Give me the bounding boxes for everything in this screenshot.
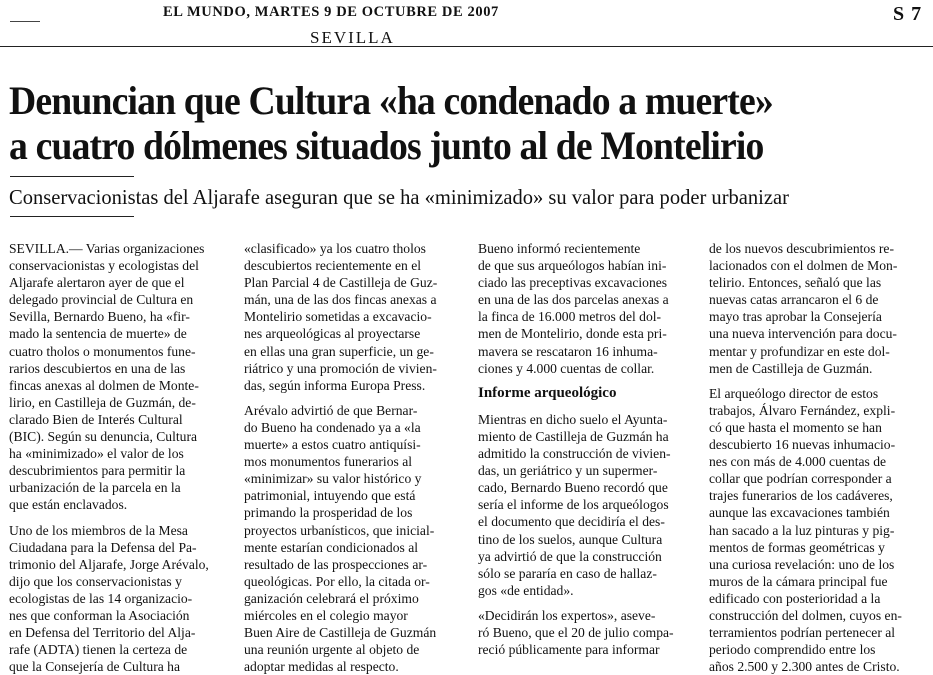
article-line: nuevas catas arrancaron el 6 de (709, 292, 879, 308)
subheadline: Conservacionistas del Aljarafe aseguran que se ha «minimizado» su valor para poder urbanizar (9, 185, 789, 209)
article-line: proyectos urbanísticos, que inicial- (244, 522, 435, 538)
article-line: descubrimientos para permitir la (9, 463, 186, 479)
masthead-dateline: EL MUNDO, MARTES 9 DE OCTUBRE DE 2007 (163, 4, 499, 20)
article-line: ecologistas de las 14 organizacio- (9, 590, 193, 606)
article-line: «clasificado» ya los cuatro tholos (244, 241, 426, 256)
article-line: Montelirio sometidas a excavacio- (244, 309, 432, 325)
article-line: telirio. Entonces, señaló que las (709, 275, 882, 291)
article-line: urbanización de la parcela en la (9, 480, 181, 496)
article-line: mos monumentos funerarios al (244, 454, 413, 470)
article-line: aunque las excavaciones también (709, 505, 890, 521)
article-line: mentar y profundizar en este dol- (709, 343, 890, 359)
article-line: reció públicamente para informar (478, 642, 660, 658)
article-line: Bueno informó recientemente (478, 241, 641, 256)
article-line: delegado provincial de Cultura en (9, 292, 194, 308)
article-line: Aljarafe alertaron ayer de que el (9, 275, 185, 291)
article-line: ró Bueno, que el 20 de julio compa- (478, 624, 674, 640)
section-heading: Informe arqueológico (478, 384, 617, 401)
article-column-2 (244, 240, 437, 675)
article-line: construcción del dolmen, cuyos en- (709, 607, 902, 623)
article-line: queológicas. Por ello, la citada or- (244, 573, 430, 589)
article-line: edificado con posterioridad a la (709, 590, 881, 606)
article-line: admitido la construcción de vivien- (478, 446, 671, 462)
article-line: cado, Bernardo Bueno recordó que (478, 480, 668, 496)
article-line: conservacionistas y ecologistas del (9, 258, 199, 274)
subhead-rule-bottom (10, 216, 134, 217)
article-line: que están enclavados. (9, 497, 128, 513)
article-line: primando la prosperidad de los (244, 505, 413, 521)
article-line: men de Montelirio, donde esta pri- (478, 326, 667, 342)
article-line: Sevilla, Bernardo Bueno, ha «fir- (9, 309, 190, 325)
article-line: lirio, en Castilleja de Guzmán, de- (9, 394, 196, 410)
article-line: (BIC). Según su denuncia, Cultura (9, 429, 198, 445)
article-line: de que sus arqueólogos habían ini- (478, 258, 667, 274)
article-line: mavera se rescataron 16 inhuma- (478, 343, 658, 359)
article-line: El arqueólogo director de estos (709, 385, 879, 401)
article-line: collar que podrían corresponder a (709, 471, 892, 487)
article-line: trimonio del Aljarafe, Jorge Arévalo, (9, 556, 209, 572)
article-line: mado la sentencia de muerte» de (9, 326, 187, 342)
article-line: Plan Parcial 4 de Castilleja de Guz- (244, 275, 438, 291)
article-line: trajes funerarios de los cadáveres, (709, 488, 893, 504)
article-line: mán, una de las dos fincas anexas a (244, 292, 437, 308)
article-line: miento de Castilleja de Guzmán ha (478, 428, 669, 444)
article-line: có que hasta el momento se han (709, 419, 882, 435)
paragraph-gap (709, 377, 902, 385)
paragraph-gap (478, 599, 674, 607)
article-line: «Decidirán los expertos», asevе- (478, 607, 656, 623)
article-line: Buen Aire de Castilleja de Guzmán (244, 625, 437, 641)
masthead-rule-dash (10, 21, 40, 22)
article-line: una curiosa revelación: uno de los (709, 556, 895, 572)
subhead-rule-top (10, 176, 134, 177)
article-line: Mientras en dicho suelo el Ayunta- (478, 411, 668, 427)
article-line: rarios descubiertos en una de las (9, 360, 186, 376)
article-line: ha «minimizado» el valor de los (9, 446, 184, 462)
masthead-rule (0, 46, 933, 47)
article-line: das, según informa Europa Press. (244, 377, 426, 393)
article-line: nes con más de 4.000 cuentas de (709, 454, 887, 470)
article-line: das, un geriátrico y un supermer- (478, 463, 658, 479)
article-line: mayo tras aprobar la Consejería (709, 309, 882, 325)
article-line: «minimizar» su valor histórico y (244, 471, 422, 487)
article-line: dijo que los conservacionistas y (9, 573, 182, 589)
article-line: ya advirtió de que la construcción (478, 548, 662, 564)
article-line: cuatro tholos o monumentos fune- (9, 343, 196, 359)
article-line: sería el informe de los arqueólogos (478, 497, 669, 513)
article-line: men de Castilleja de Guzmán. (709, 360, 873, 376)
article-line: nes que conforman la Asociación (9, 607, 190, 623)
article-line: gos «de entidad». (478, 582, 574, 598)
article-line: adoptar medidas al respecto. (244, 659, 399, 675)
page-number: S 7 (893, 3, 923, 25)
article-line: muerte» a estos cuatro antiquísi- (244, 437, 421, 453)
article-line: en ellas una gran superficie, un ge- (244, 343, 434, 359)
headline-line: Denuncian que Cultura «ha condenado a muerte» (9, 78, 773, 123)
headline (9, 78, 865, 168)
article-column-4 (709, 240, 902, 675)
article-line: que la Consejería de Cultura ha (9, 659, 180, 675)
article-line: terramientos podrían pertenecer al (709, 625, 896, 641)
article-line: trabajos, Álvaro Fernández, expli- (709, 402, 896, 418)
article-line: lacionados con el dolmen de Mon- (709, 258, 898, 274)
article-line: muros de la cámara principal fue (709, 573, 888, 589)
article-line: fincas anexas al dolmen de Monte- (9, 377, 199, 393)
article-line: han sacado a la luz pinturas y pig- (709, 522, 895, 538)
article-column-3 (478, 240, 674, 658)
article-line: la finca de 16.000 metros del dol- (478, 309, 662, 325)
paragraph-gap (9, 514, 209, 522)
article-line: descubierto 16 nuevas inhumacio- (709, 437, 896, 453)
article-line: patrimonial, intuyendo que está (244, 488, 416, 504)
article-line: años 2.500 y 2.300 antes de Cristo. (709, 659, 900, 675)
article-line: Uno de los miembros de la Mesa (9, 522, 188, 538)
article-line: de los nuevos descubrimientos re- (709, 241, 894, 256)
section-label: SEVILLA (310, 28, 395, 47)
article-line: do Bueno ha condenado ya a «la (244, 419, 421, 435)
article-line: una reunión urgente al objeto de (244, 642, 420, 658)
paragraph-gap (244, 394, 437, 402)
article-line: resultado de las prospecciones ar- (244, 556, 428, 572)
article-line: ganización celebrará el próximo (244, 590, 419, 606)
article-line: mente estarían condicionados al (244, 539, 419, 555)
article-line: nes arqueológicas al proyectarse (244, 326, 421, 342)
article-line: ciado las preceptivas excavaciones (478, 275, 668, 291)
article-line: el documento que decidiría el des- (478, 514, 665, 530)
article-column-1 (9, 240, 209, 675)
article-line: clarado Bien de Interés Cultural (9, 411, 183, 427)
article-line: periodo comprendido entre los (709, 642, 876, 658)
article-line: en Defensa del Territorio del Alja- (9, 625, 196, 641)
article-line: Ciudadana para la Defensa del Pa- (9, 539, 197, 555)
article-line: rafe (ADTA) tienen la certeza de (9, 642, 188, 658)
article-line: una nueva intervención para docu- (709, 326, 897, 342)
article-line: sólo se pararía en caso de hallaz- (478, 565, 657, 581)
article-line: en una de las dos parcelas anexas a (478, 292, 669, 308)
article-line: descubiertos recientemente en el (244, 258, 422, 274)
headline-line: a cuatro dólmenes situados junto al de Montelirio (9, 123, 764, 168)
article-line: riátrico y una promoción de vivien- (244, 360, 437, 376)
article-line: tino de los suelos, aunque Cultura (478, 531, 663, 547)
article-line: Arévalo advirtió de que Bernar- (244, 402, 418, 418)
article-line: miércoles en el colegio mayor (244, 607, 408, 623)
article-line: ciones y 4.000 cuentas de collar. (478, 360, 655, 376)
article-line: mentos de formas geométricas y (709, 539, 885, 555)
article-line: SEVILLA.— Varias organizaciones (9, 241, 205, 256)
